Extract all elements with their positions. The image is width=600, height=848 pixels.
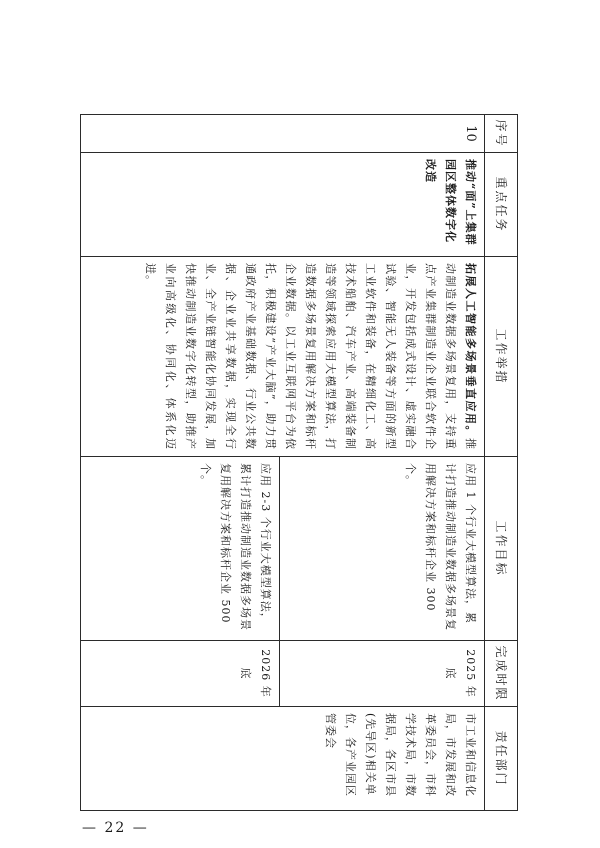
header-goal: 工作目标 xyxy=(485,457,518,641)
page-number: — 22 — xyxy=(82,820,149,836)
measure-body: 推动制造业数据多场景复用，支持重点产业集群制造业企业联合软件企业，开发包括成式设计、虚实融合试验、智能无人装备等方面的新型工业软件和装备，在精细化工、高技术船舶、汽车产业、高端装备制造等领域探索应用大模型算法，打造数据多场景复用解决方案和标杆企业数据。以工业互联网平台为依托，积极建设“产业大脑”，助力贯通政府产业基础数据、行业公共数据、企业业共享数据，实现全行业、全产业链智能化协同发展，加快推动制造业数字化转型，助推产业向高级化、协同化、体系化迈进。 xyxy=(144,263,477,450)
row-measure xyxy=(81,257,485,457)
measure-heading: 拓展人工智能多场景垂直应用。 xyxy=(464,263,477,438)
row-seq: 10 xyxy=(81,115,485,153)
row-goal-2025: 应用 1 个行业大模型算法，累计打造推动制造业数据多场景复用解决方案和标杆企业 300 个。 xyxy=(280,457,485,641)
header-measure: 工作举措 xyxy=(485,257,518,457)
row-task: 推动“面”上集群园区整体数字化改造 xyxy=(81,153,485,257)
row-dept: 市工业和信息化局，市发展和改革委员会，市科学技术局，市数据局，各区市县(先导区)相关单位，各产业园区管委会 xyxy=(81,707,485,811)
row-time-2026: 2026 年底 xyxy=(81,641,280,707)
table-header-row xyxy=(485,115,518,811)
table-row xyxy=(280,115,485,811)
header-time: 完成时限 xyxy=(485,641,518,707)
work-task-table xyxy=(80,114,518,811)
row-time-2025: 2025 年底 xyxy=(280,641,485,707)
header-task: 重点任务 xyxy=(485,153,518,257)
header-seq: 序号 xyxy=(485,115,518,153)
row-goal-2026: 应用 2-3 个行业大模型算法，累计打造推动制造业数据多场景复用解决方案和标杆企业 500 个。 xyxy=(81,457,280,641)
header-dept: 责任部门 xyxy=(485,707,518,811)
rotated-table-wrapper xyxy=(80,114,518,810)
